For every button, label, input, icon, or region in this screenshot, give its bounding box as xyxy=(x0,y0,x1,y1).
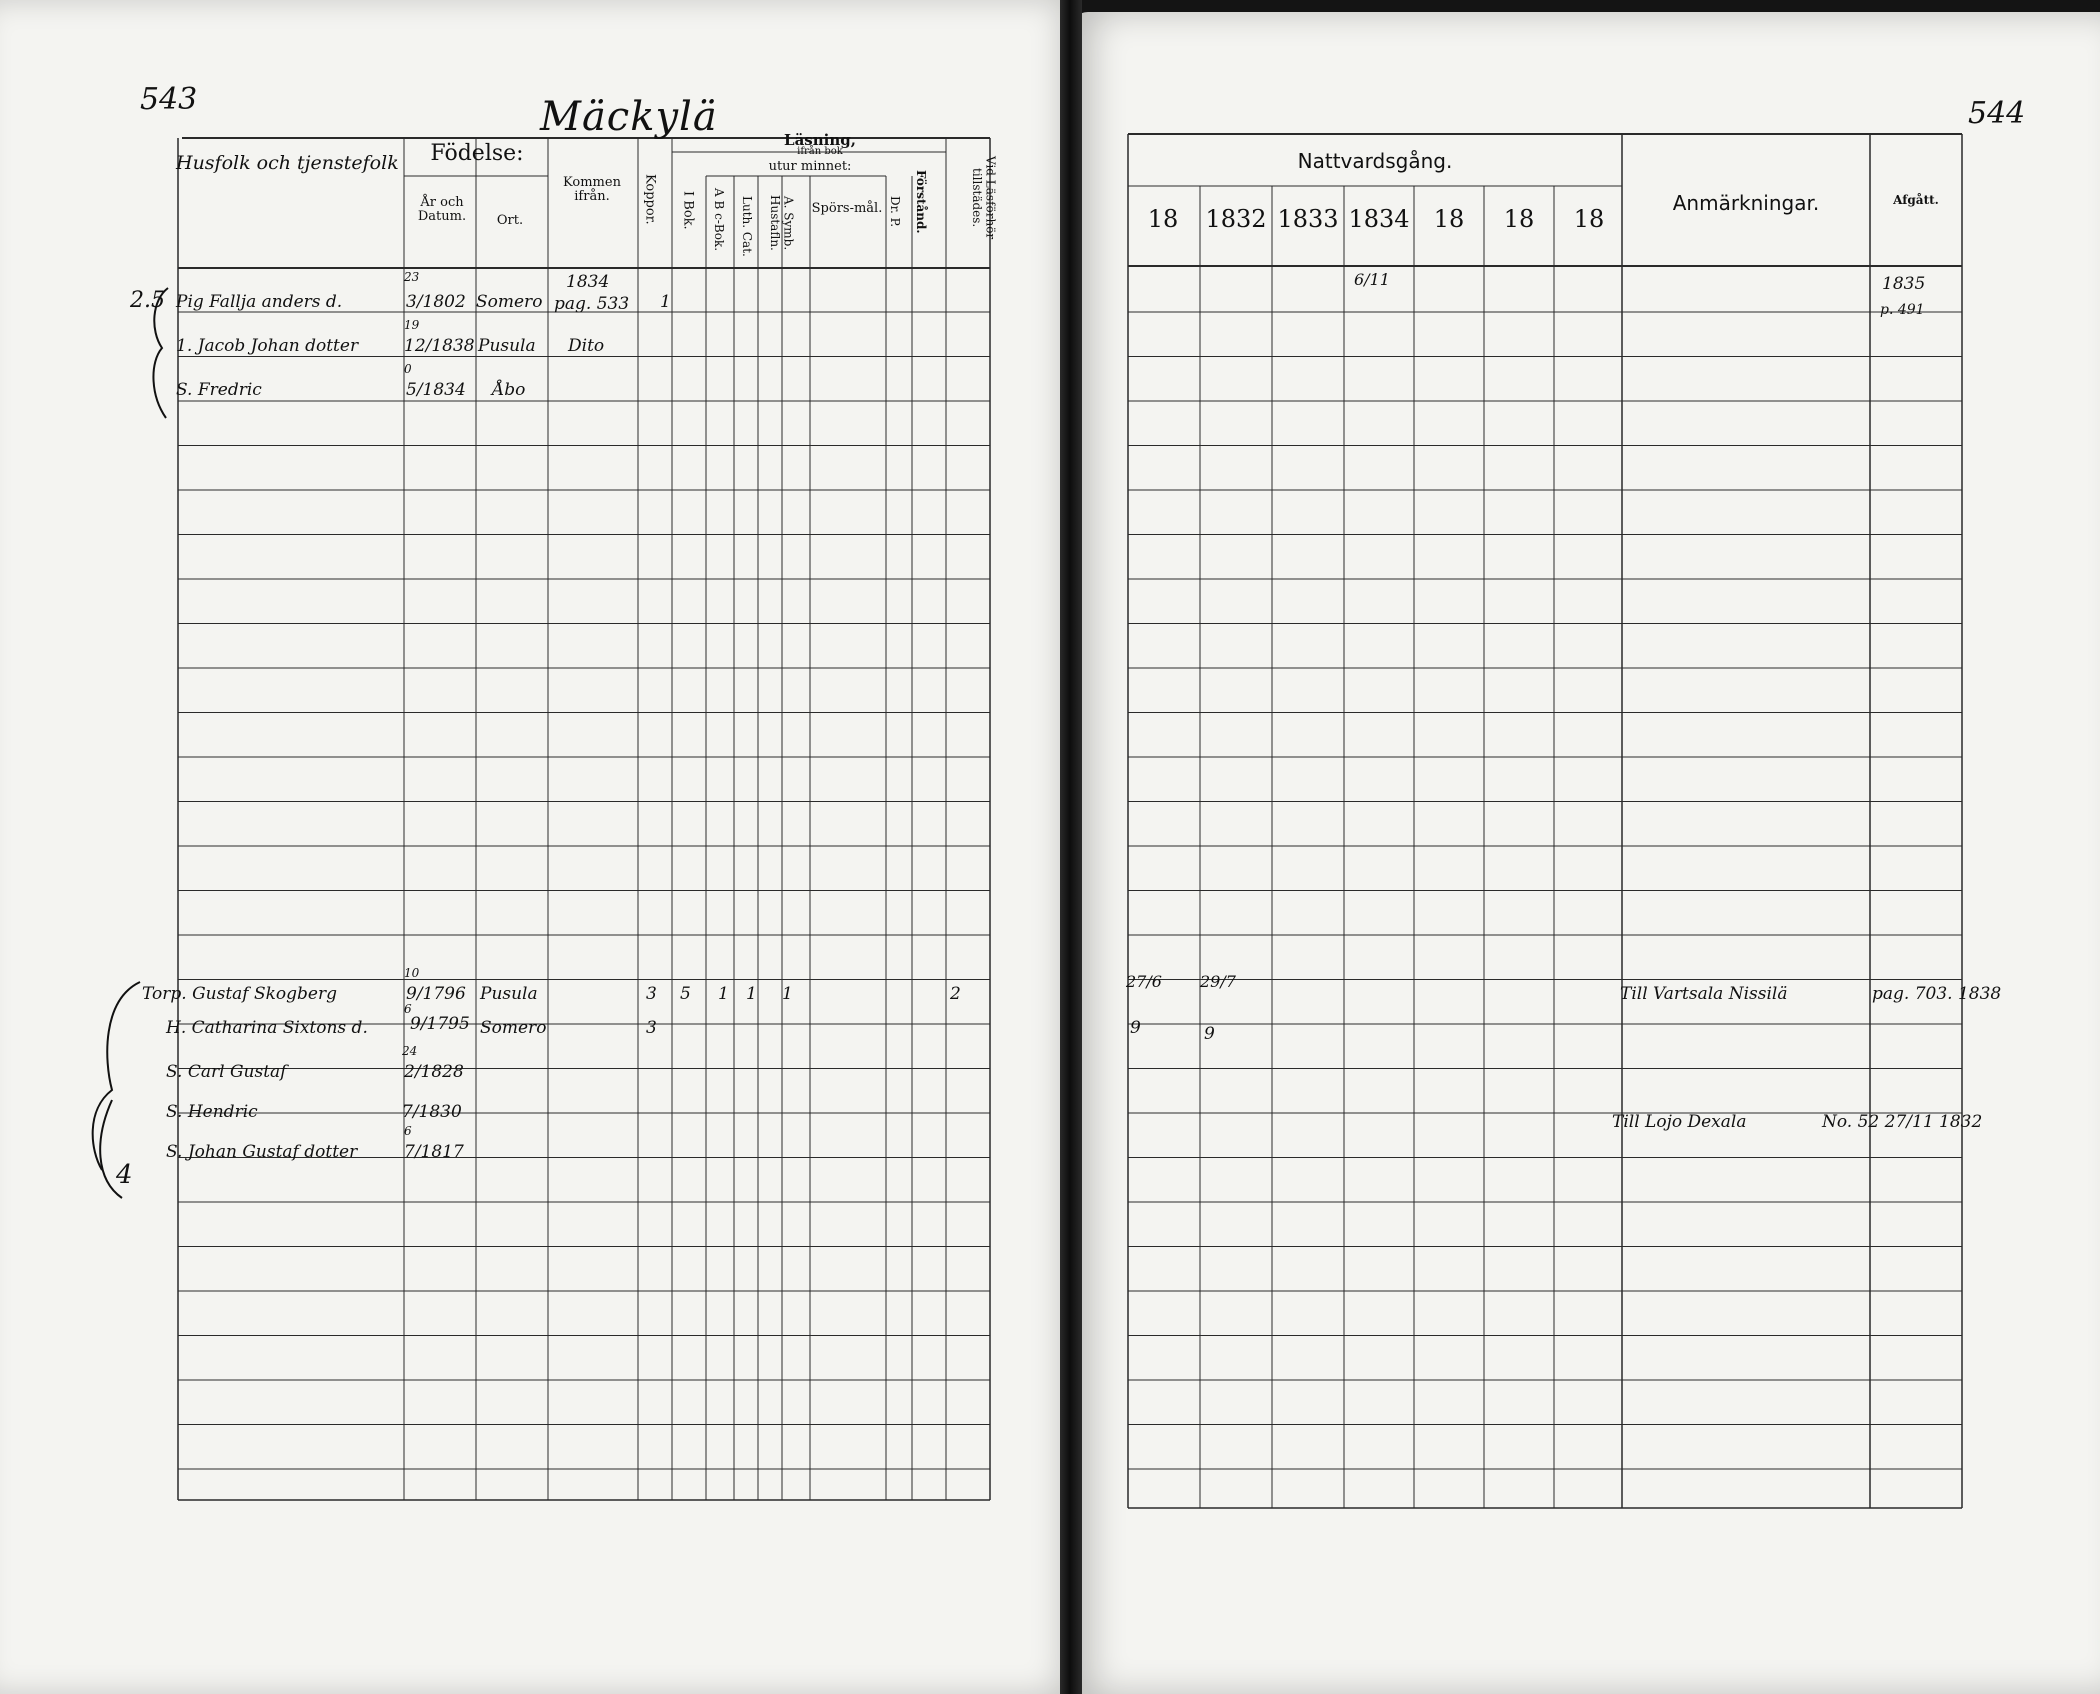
nattvard-1832-entry: 9 xyxy=(1204,1024,1215,1044)
entry-place: Åbo xyxy=(492,380,526,400)
bracket-note-group1: 2.5 xyxy=(130,288,165,313)
page-number-right: 544 xyxy=(1968,96,2026,131)
entry-mark: 1 xyxy=(746,984,757,1004)
entry-date: 7/1830 xyxy=(402,1102,462,1122)
nattvard-1834-entry: 6/11 xyxy=(1354,270,1390,289)
header-afgatt: Afgått. xyxy=(1893,193,1939,207)
header-fodelse: Födelse: xyxy=(430,141,524,166)
entry-date: 3/1802 xyxy=(406,292,466,312)
nattvard-18-entry: 9 xyxy=(1130,1018,1141,1038)
header-vid-lasforhor: Vid Läsförhör tillstädes. xyxy=(970,156,998,240)
entry-name: Pig Fallja anders d. xyxy=(176,292,343,312)
header-year-col: 18 xyxy=(1433,205,1465,233)
entry-name: S. Hendric xyxy=(166,1102,258,1122)
header-abc-bok: A B c-Bok. xyxy=(712,188,727,252)
entry-day: 19 xyxy=(404,318,420,332)
entry-place: Somero xyxy=(480,1018,547,1038)
afgatt-page: p. 491 xyxy=(1880,302,1925,318)
header-ifran-bok-small: ifrån bok xyxy=(797,146,843,157)
header-i-bok: I Bok. xyxy=(680,190,696,230)
entry-date: 9/1795 xyxy=(410,1014,470,1034)
entry-from: Dito xyxy=(568,336,605,356)
header-kommen: Kommen ifrån. xyxy=(563,175,621,205)
entry-place: Pusula xyxy=(478,336,536,356)
entry-mark: 1 xyxy=(718,984,729,1004)
entry-name: S. Carl Gustaf xyxy=(166,1062,287,1082)
nattvard-1832-entry: 29/7 xyxy=(1200,972,1236,991)
header-utur-minnet: utur minnet: xyxy=(768,159,852,174)
entry-name: S. Johan Gustaf dotter xyxy=(166,1142,358,1162)
header-forstand: Förstånd. xyxy=(914,170,929,234)
entry-day: 23 xyxy=(404,270,420,284)
entry-mark: 3 xyxy=(646,1018,657,1038)
entry-date: 9/1796 xyxy=(406,984,466,1004)
entry-name: H. Catharina Sixtons d. xyxy=(166,1018,368,1038)
entry-date: 5/1834 xyxy=(406,380,466,400)
header-ort: Ort. xyxy=(496,213,524,228)
entry-day: 6 xyxy=(404,1124,412,1138)
afgatt-entry: pag. 703. 1838 xyxy=(1872,984,2002,1004)
entry-date: 12/1838 xyxy=(404,336,475,356)
nattvard-18-entry: 27/6 xyxy=(1126,972,1162,991)
entry-name: 1. Jacob Johan dotter xyxy=(176,336,359,356)
entry-mark: 5 xyxy=(680,984,691,1004)
entry-name: S. Fredric xyxy=(176,380,262,400)
entry-from-page: pag. 533 xyxy=(554,294,630,314)
entry-koppor: 1 xyxy=(660,292,671,312)
header-koppor: Koppor. xyxy=(642,173,658,225)
page-number-left: 543 xyxy=(140,82,198,117)
header-dr-p: Dr. P. xyxy=(888,196,903,228)
anmarkning-entry: Till Vartsala Nissilä xyxy=(1620,984,1788,1004)
header-name-column: Husfolk och tjenstefolk xyxy=(176,152,399,174)
header-year-col: 18 xyxy=(1147,205,1179,233)
afgatt-entry: No. 52 27/11 1832 xyxy=(1822,1112,1983,1132)
bracket-note-group2: 4 xyxy=(116,1160,133,1190)
entry-day: 0 xyxy=(404,362,412,376)
entry-place: Pusula xyxy=(480,984,538,1004)
header-year-col: 18 xyxy=(1573,205,1605,233)
right-ledger-grid xyxy=(1128,134,1962,1508)
entry-day: 24 xyxy=(402,1044,418,1058)
header-ar-datum: År och Datum. xyxy=(417,195,467,225)
header-lasning: Läsning, xyxy=(784,131,856,149)
header-symb: A. Symb. Hustafln. xyxy=(768,195,796,251)
page-title: Mäckylä xyxy=(540,94,718,140)
entry-mark: 1 xyxy=(782,984,793,1004)
header-year-col: 1833 xyxy=(1277,205,1339,233)
entry-day: 6 xyxy=(404,1002,412,1016)
entry-name: Torp. Gustaf Skogberg xyxy=(142,984,338,1004)
header-luth-cat: Luth. Cat. xyxy=(740,195,755,257)
entry-vid: 2 xyxy=(950,984,961,1004)
header-anmarkningar: Anmärkningar. xyxy=(1672,191,1820,215)
handwritten-brackets xyxy=(93,288,168,1198)
entry-from-year: 1834 xyxy=(566,272,610,292)
header-year-col: 1834 xyxy=(1348,205,1410,233)
header-nattvardsgang: Nattvardsgång. xyxy=(1297,149,1453,173)
entry-place: Somero xyxy=(476,292,543,312)
entry-date: 2/1828 xyxy=(404,1062,464,1082)
anmarkning-entry: Till Lojo Dexala xyxy=(1612,1112,1747,1132)
header-year-col: 1832 xyxy=(1205,205,1267,233)
entry-mark: 3 xyxy=(646,984,657,1004)
header-sporsmal: Spörs-mål. xyxy=(811,201,883,216)
entry-day: 10 xyxy=(404,966,420,980)
afgatt-year: 1835 xyxy=(1882,274,1926,294)
header-year-col: 18 xyxy=(1503,205,1535,233)
entry-date: 7/1817 xyxy=(404,1142,464,1162)
